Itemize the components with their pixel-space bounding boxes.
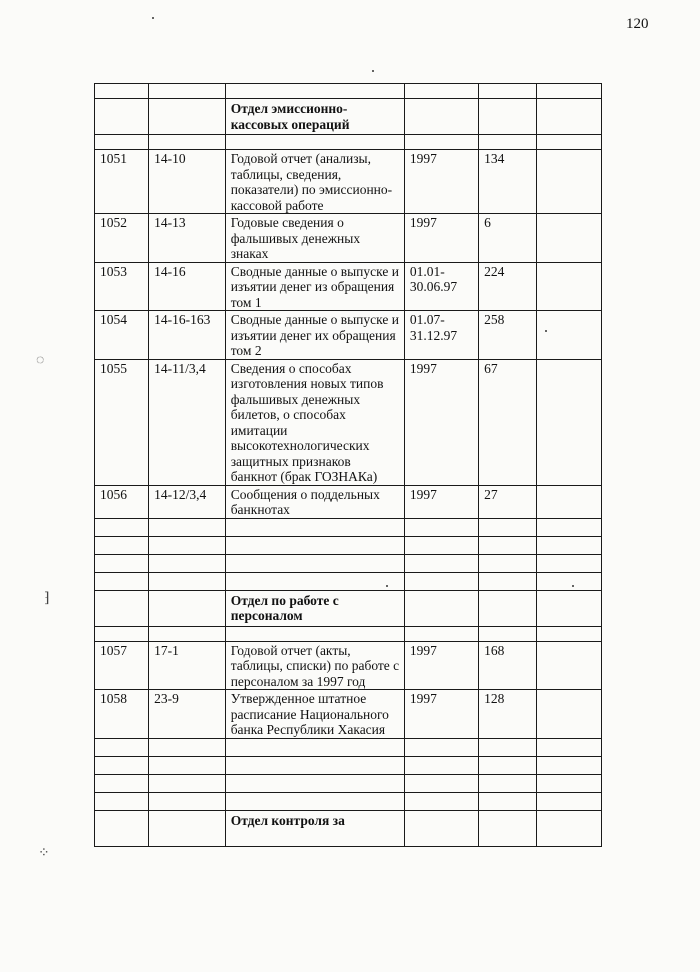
sheet-count-cell: 6	[479, 214, 536, 263]
case-number-cell: 1055	[95, 359, 149, 485]
case-number-cell: 1051	[95, 150, 149, 214]
scan-artifact-mark: ⁆	[44, 591, 50, 606]
case-number-cell: 1053	[95, 262, 149, 311]
empty-cell	[536, 99, 601, 135]
scan-artifact-mark: ⁘	[38, 846, 50, 861]
empty-cell	[225, 84, 404, 99]
empty-cell	[404, 590, 478, 626]
empty-cell	[149, 572, 226, 590]
empty-cell	[95, 792, 149, 810]
index-cell: 14-10	[149, 150, 226, 214]
section-header-row	[95, 810, 602, 846]
note-cell	[536, 150, 601, 214]
empty-cell	[479, 810, 536, 846]
table-row	[95, 262, 602, 311]
sheet-count-cell: 27	[479, 485, 536, 518]
table-row	[95, 690, 602, 739]
empty-cell	[479, 626, 536, 641]
empty-cell	[404, 536, 478, 554]
case-number-cell: 1054	[95, 311, 149, 360]
dates-cell: 1997	[404, 690, 478, 739]
dates-cell: 1997	[404, 359, 478, 485]
sheet-count-cell: 128	[479, 690, 536, 739]
index-cell: 14-16-163	[149, 311, 226, 360]
sheet-count-cell: 224	[479, 262, 536, 311]
empty-cell	[404, 774, 478, 792]
empty-cell	[404, 135, 478, 150]
dates-cell: 01.07-31.12.97	[404, 311, 478, 360]
case-title-cell: Сводные данные о выпуске и изъятии денег из обращения том 1	[225, 262, 404, 311]
empty-cell	[479, 135, 536, 150]
empty-cell	[95, 738, 149, 756]
empty-cell	[479, 554, 536, 572]
empty-cell	[95, 626, 149, 641]
empty-cell	[149, 792, 226, 810]
case-title-cell: Годовой отчет (анализы, таблицы, сведения, показатели) по эмиссионно-кассовой работе	[225, 150, 404, 214]
empty-cell	[225, 756, 404, 774]
empty-cell	[479, 536, 536, 554]
empty-cell	[225, 792, 404, 810]
index-cell: 14-13	[149, 214, 226, 263]
empty-cell	[225, 738, 404, 756]
case-title-cell: Сообщения о поддельных банкнотах	[225, 485, 404, 518]
scan-artifact-mark: ◌	[36, 353, 45, 368]
section-title: Отдел контроля за	[225, 810, 404, 846]
note-cell	[536, 262, 601, 311]
empty-cell	[536, 738, 601, 756]
empty-cell	[149, 626, 226, 641]
dates-cell: 1997	[404, 214, 478, 263]
case-number-cell: 1057	[95, 641, 149, 690]
empty-cell	[95, 518, 149, 536]
sheet-count-cell: 67	[479, 359, 536, 485]
empty-cell	[536, 774, 601, 792]
page-number: 120	[626, 16, 649, 32]
empty-cell	[149, 536, 226, 554]
empty-cell	[149, 738, 226, 756]
empty-cell	[479, 774, 536, 792]
index-cell: 14-12/3,4	[149, 485, 226, 518]
blank-row	[95, 536, 602, 554]
scan-speck	[372, 70, 374, 72]
table-body	[95, 84, 602, 847]
sheet-count-cell: 168	[479, 641, 536, 690]
note-cell	[536, 311, 601, 360]
note-cell	[536, 359, 601, 485]
empty-cell	[95, 590, 149, 626]
blank-row	[95, 792, 602, 810]
empty-cell	[404, 554, 478, 572]
empty-cell	[404, 738, 478, 756]
empty-cell	[404, 792, 478, 810]
empty-cell	[479, 792, 536, 810]
empty-cell	[479, 756, 536, 774]
empty-cell	[536, 590, 601, 626]
empty-cell	[404, 99, 478, 135]
empty-cell	[536, 554, 601, 572]
dates-cell: 01.01-30.06.97	[404, 262, 478, 311]
empty-cell	[536, 518, 601, 536]
empty-cell	[479, 99, 536, 135]
empty-cell	[225, 554, 404, 572]
table-row	[95, 150, 602, 214]
empty-cell	[536, 626, 601, 641]
empty-cell	[149, 518, 226, 536]
section-header-row	[95, 99, 602, 135]
empty-cell	[95, 774, 149, 792]
case-number-cell: 1056	[95, 485, 149, 518]
empty-cell	[95, 572, 149, 590]
empty-cell	[149, 590, 226, 626]
blank-row	[95, 626, 602, 641]
section-header-row	[95, 590, 602, 626]
empty-cell	[404, 756, 478, 774]
dates-cell: 1997	[404, 150, 478, 214]
index-cell: 14-11/3,4	[149, 359, 226, 485]
note-cell	[536, 690, 601, 739]
scan-speck	[152, 17, 154, 19]
empty-cell	[404, 626, 478, 641]
empty-cell	[536, 810, 601, 846]
empty-cell	[404, 518, 478, 536]
table-row	[95, 214, 602, 263]
empty-cell	[479, 84, 536, 99]
empty-cell	[95, 756, 149, 774]
blank-row	[95, 738, 602, 756]
empty-cell	[536, 84, 601, 99]
empty-cell	[536, 792, 601, 810]
empty-cell	[149, 84, 226, 99]
case-number-cell: 1052	[95, 214, 149, 263]
empty-cell	[536, 756, 601, 774]
empty-cell	[95, 536, 149, 554]
section-title: Отдел по работе с персоналом	[225, 590, 404, 626]
blank-row	[95, 135, 602, 150]
blank-row	[95, 572, 602, 590]
note-cell	[536, 214, 601, 263]
blank-row	[95, 554, 602, 572]
empty-cell	[479, 590, 536, 626]
empty-cell	[225, 626, 404, 641]
empty-cell	[95, 554, 149, 572]
empty-cell	[225, 135, 404, 150]
empty-cell	[95, 135, 149, 150]
empty-cell	[225, 572, 404, 590]
empty-cell	[404, 84, 478, 99]
empty-cell	[149, 810, 226, 846]
blank-row	[95, 774, 602, 792]
empty-cell	[536, 572, 601, 590]
empty-cell	[149, 774, 226, 792]
section-title: Отдел эмиссионно-кассовых операций	[225, 99, 404, 135]
empty-cell	[479, 572, 536, 590]
table-header-spacer-row	[95, 84, 602, 99]
case-title-cell: Сводные данные о выпуске и изъятии денег их обращения том 2	[225, 311, 404, 360]
blank-row	[95, 518, 602, 536]
empty-cell	[95, 99, 149, 135]
index-cell: 23-9	[149, 690, 226, 739]
empty-cell	[404, 810, 478, 846]
case-title-cell: Годовой отчет (акты, таблицы, списки) по работе с персоналом за 1997 год	[225, 641, 404, 690]
empty-cell	[225, 536, 404, 554]
index-cell: 17-1	[149, 641, 226, 690]
empty-cell	[149, 99, 226, 135]
case-number-cell: 1058	[95, 690, 149, 739]
empty-cell	[225, 774, 404, 792]
blank-row	[95, 756, 602, 774]
empty-cell	[149, 756, 226, 774]
empty-cell	[149, 554, 226, 572]
empty-cell	[479, 738, 536, 756]
index-cell: 14-16	[149, 262, 226, 311]
dates-cell: 1997	[404, 641, 478, 690]
empty-cell	[225, 518, 404, 536]
note-cell	[536, 641, 601, 690]
note-cell	[536, 485, 601, 518]
empty-cell	[536, 135, 601, 150]
case-title-cell: Годовые сведения о фальшивых денежных знаках	[225, 214, 404, 263]
table-row	[95, 311, 602, 360]
empty-cell	[536, 536, 601, 554]
empty-cell	[149, 135, 226, 150]
empty-cell	[479, 518, 536, 536]
dates-cell: 1997	[404, 485, 478, 518]
archive-inventory-table	[94, 83, 602, 847]
empty-cell	[95, 84, 149, 99]
table-row	[95, 359, 602, 485]
sheet-count-cell: 258	[479, 311, 536, 360]
empty-cell	[95, 810, 149, 846]
case-title-cell: Сведения о способах изготовления новых типов фальшивых денежных билетов, о способах имитации высокотехнологических защитных признаков банкнот (брак ГОЗНАКа)	[225, 359, 404, 485]
empty-cell	[404, 572, 478, 590]
case-title-cell: Утвержденное штатное расписание Национального банка Республики Хакасия	[225, 690, 404, 739]
table-row	[95, 485, 602, 518]
sheet-count-cell: 134	[479, 150, 536, 214]
table-row	[95, 641, 602, 690]
